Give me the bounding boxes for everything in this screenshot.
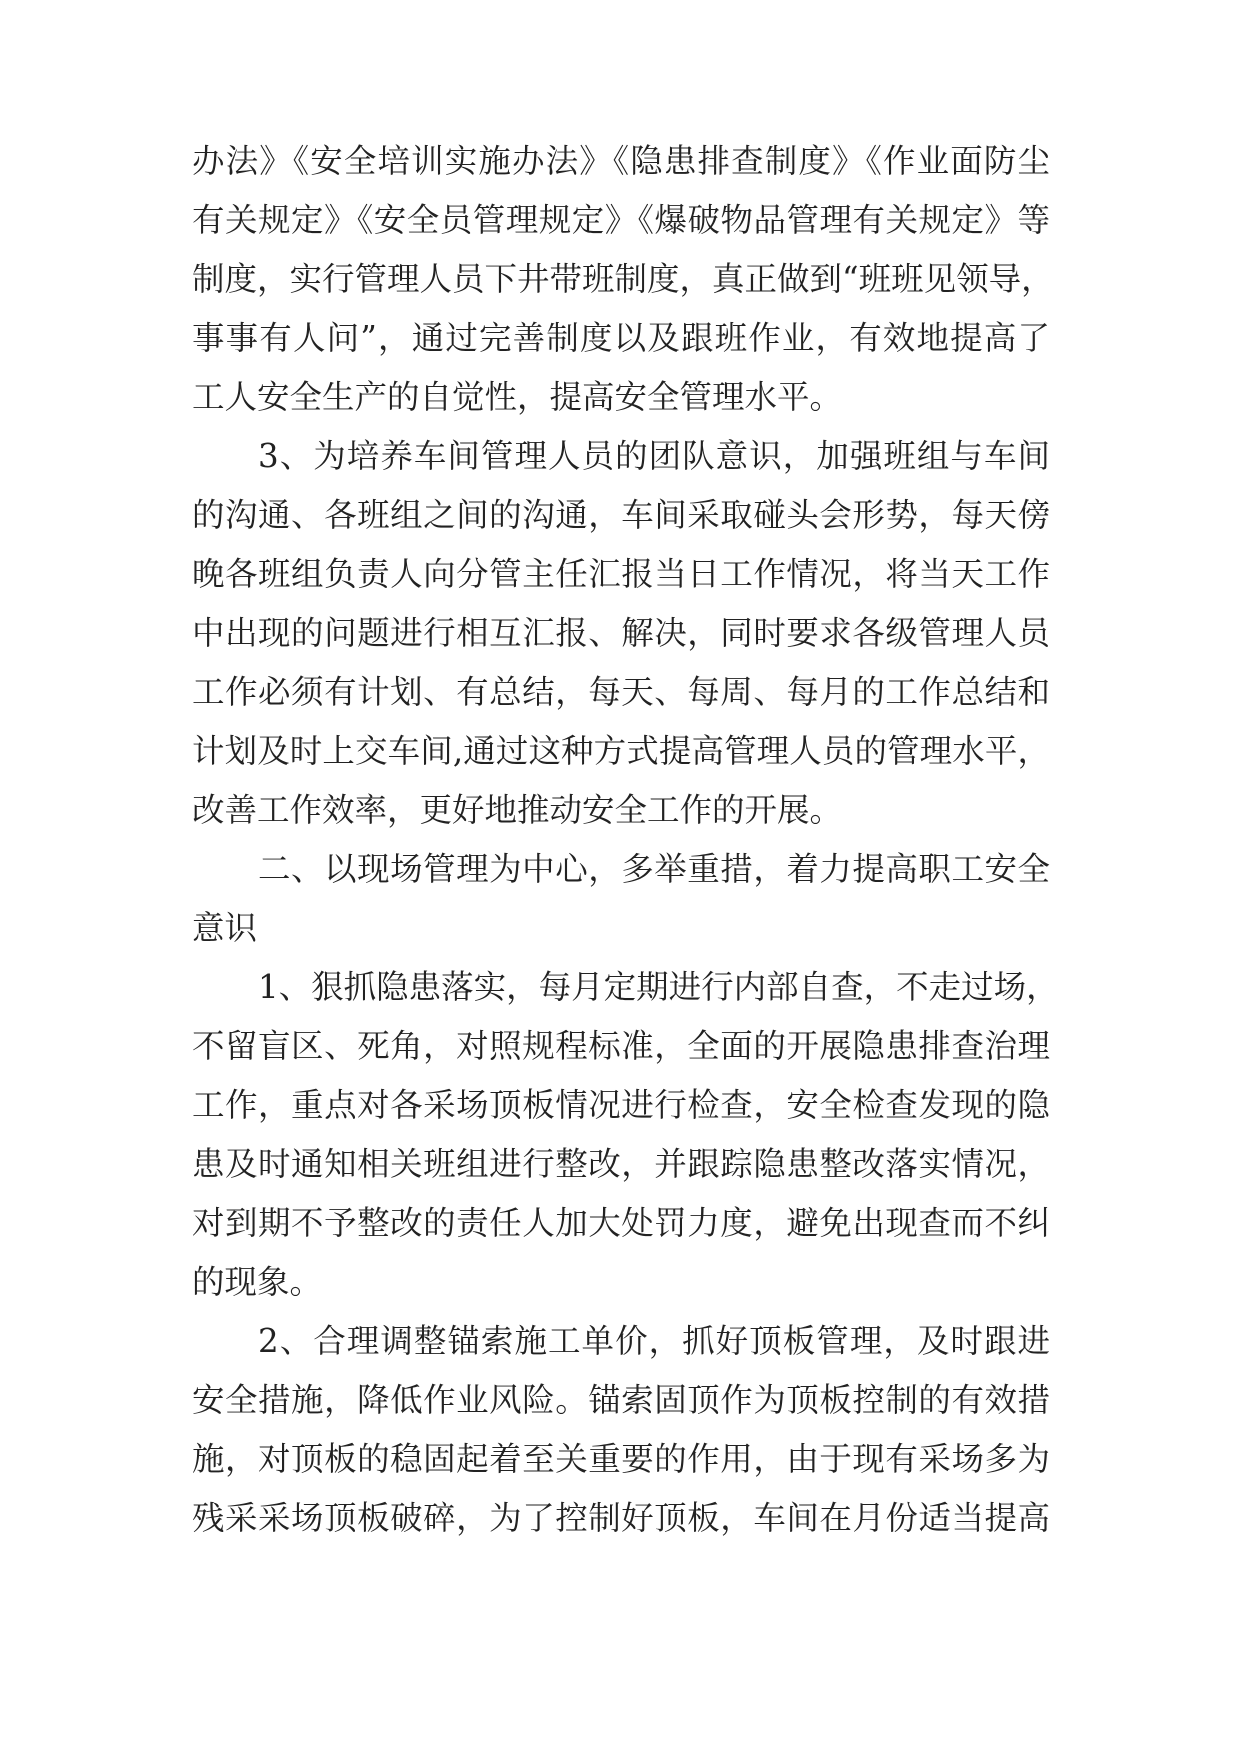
text-line: 有关规定》《安全员管理规定》《爆破物品管理有关规定》等 — [192, 201, 1050, 239]
text-line: 工作，重点对各采场顶板情况进行检查，安全检查发现的隐 — [192, 1086, 1050, 1124]
text-line: 对到期不予整改的责任人加大处罚力度，避免出现查而不纠 — [192, 1204, 1050, 1242]
text-line: 施，对顶板的稳固起着至关重要的作用，由于现有采场多为 — [192, 1440, 1050, 1478]
section-heading-2 — [192, 840, 1050, 958]
text-line: 事事有人问”，通过完善制度以及跟班作业，有效地提高了 — [192, 319, 1050, 357]
text-line: 工作必须有计划、有总结，每天、每周、每月的工作总结和 — [192, 673, 1050, 711]
paragraph-item-2 — [192, 1312, 1050, 1548]
text-line: 二、以现场管理为中心，多举重措，着力提高职工安全 — [258, 850, 1050, 888]
paragraph-regulations-continued — [192, 132, 1054, 427]
text-line: 安全措施，降低作业风险。锚索固顶作为顶板控制的有效措 — [192, 1381, 1050, 1419]
text-line: 的沟通、各班组之间的沟通，车间采取碰头会形势，每天傍 — [192, 496, 1050, 534]
paragraph-item-1 — [192, 958, 1059, 1312]
text-line: 3、为培养车间管理人员的团队意识，加强班组与车间 — [258, 437, 1050, 475]
text-line: 2、合理调整锚索施工单价，抓好顶板管理，及时跟进 — [258, 1322, 1050, 1360]
text-line: 不留盲区、死角，对照规程标准，全面的开展隐患排查治理 — [192, 1027, 1050, 1065]
text-line: 残采采场顶板破碎，为了控制好顶板，车间在月份适当提高 — [192, 1499, 1050, 1537]
text-line: 意识 — [192, 909, 258, 947]
text-line: 的现象。 — [192, 1263, 323, 1301]
document-body — [192, 132, 1059, 1548]
text-line: 中出现的问题进行相互汇报、解决，同时要求各级管理人员 — [192, 614, 1050, 652]
text-line: 晚各班组负责人向分管主任汇报当日工作情况，将当天工作 — [192, 555, 1050, 593]
text-line: 改善工作效率，更好地推动安全工作的开展。 — [192, 791, 843, 829]
text-line: 办法》《安全培训实施办法》《隐患排查制度》《作业面防尘 — [192, 142, 1050, 180]
text-line: 计划及时上交车间,通过这种方式提高管理人员的管理水平， — [192, 732, 1050, 770]
text-line: 制度，实行管理人员下井带班制度，真正做到“班班见领导， — [192, 260, 1054, 298]
text-line: 患及时通知相关班组进行整改，并跟踪隐患整改落实情况， — [192, 1145, 1050, 1183]
text-line: 工人安全生产的自觉性，提高安全管理水平。 — [192, 378, 843, 416]
paragraph-item-3 — [192, 427, 1050, 840]
text-line: 1、狠抓隐患落实，每月定期进行内部自查，不走过场， — [258, 968, 1059, 1006]
